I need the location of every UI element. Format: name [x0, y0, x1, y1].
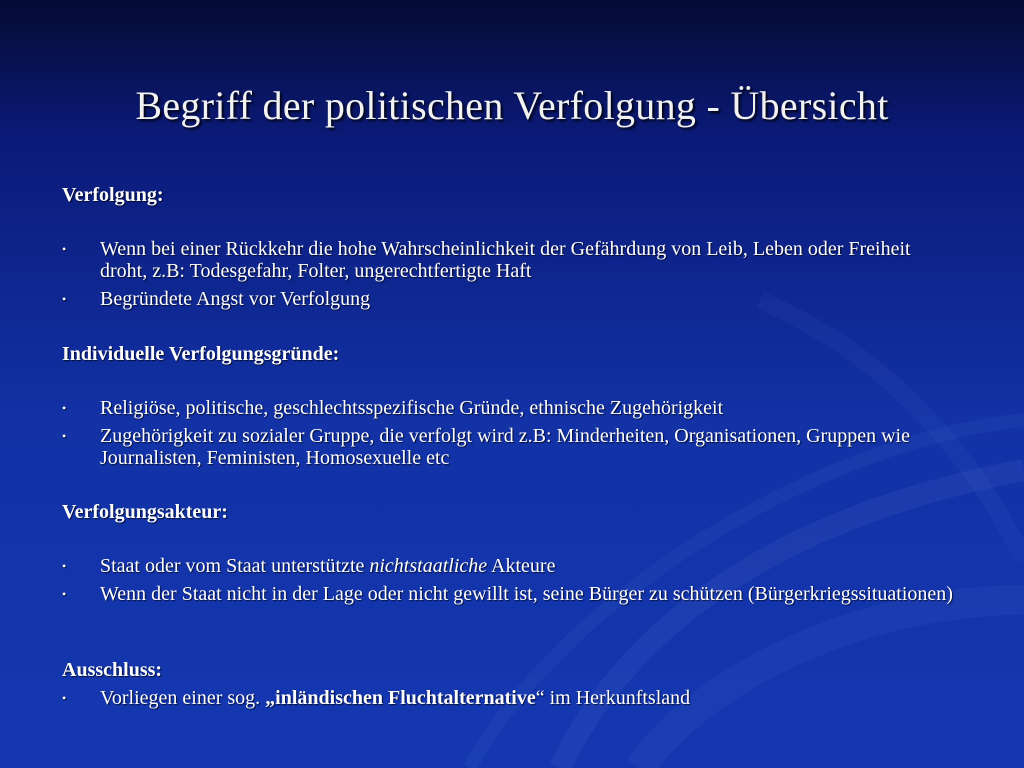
bold-term: „inländischen Fluchtalternative	[265, 687, 536, 709]
italic-term: nichtstaatliche	[369, 555, 488, 577]
text-segment: Akteure	[487, 555, 556, 577]
bullet-icon: •	[62, 691, 67, 705]
text-segment: “ im Herkunftsland	[535, 687, 691, 709]
bullet-text: Religiöse, politische, geschlechtsspezifische Gründe, ethnische Zugehörigkeit	[100, 397, 724, 419]
bullet-icon: •	[62, 242, 67, 256]
heading-verfolgung: Verfolgung:	[62, 184, 164, 206]
heading-verfolgungsgruende: Individuelle Verfolgungsgründe:	[62, 343, 340, 365]
bullet-icon: •	[62, 401, 67, 415]
text-segment: Staat oder vom Staat unterstützte	[100, 555, 370, 577]
bullet-text	[100, 687, 960, 709]
bullet-text: Wenn bei einer Rückkehr die hohe Wahrscheinlichkeit der Gefährdung von Leib, Leben oder Freiheit droht, z.B: Todesgefahr, Folter, ungerechtfertigte Haft	[100, 238, 911, 282]
bullet-text	[100, 555, 960, 577]
text-segment: Vorliegen einer sog.	[100, 687, 266, 709]
heading-verfolgungsakteur: Verfolgungsakteur:	[62, 501, 228, 523]
bullet-text: Begründete Angst vor Verfolgung	[100, 288, 371, 310]
heading-ausschluss: Ausschluss:	[62, 659, 163, 681]
bullet-text: Zugehörigkeit zu sozialer Gruppe, die verfolgt wird z.B: Minderheiten, Organisationen, Gruppen wie Journalisten, Feministen, Homosexuelle etc	[100, 425, 910, 469]
bullet-icon: •	[62, 429, 67, 443]
slide-title: Begriff der politischen Verfolgung - Übersicht	[135, 83, 889, 128]
bullet-icon: •	[62, 292, 67, 306]
bullet-text: Wenn der Staat nicht in der Lage oder nicht gewillt ist, seine Bürger zu schützen (Bürgerkriegssituationen)	[100, 583, 953, 605]
bullet-icon: •	[62, 587, 67, 601]
bullet-icon: •	[62, 559, 67, 573]
